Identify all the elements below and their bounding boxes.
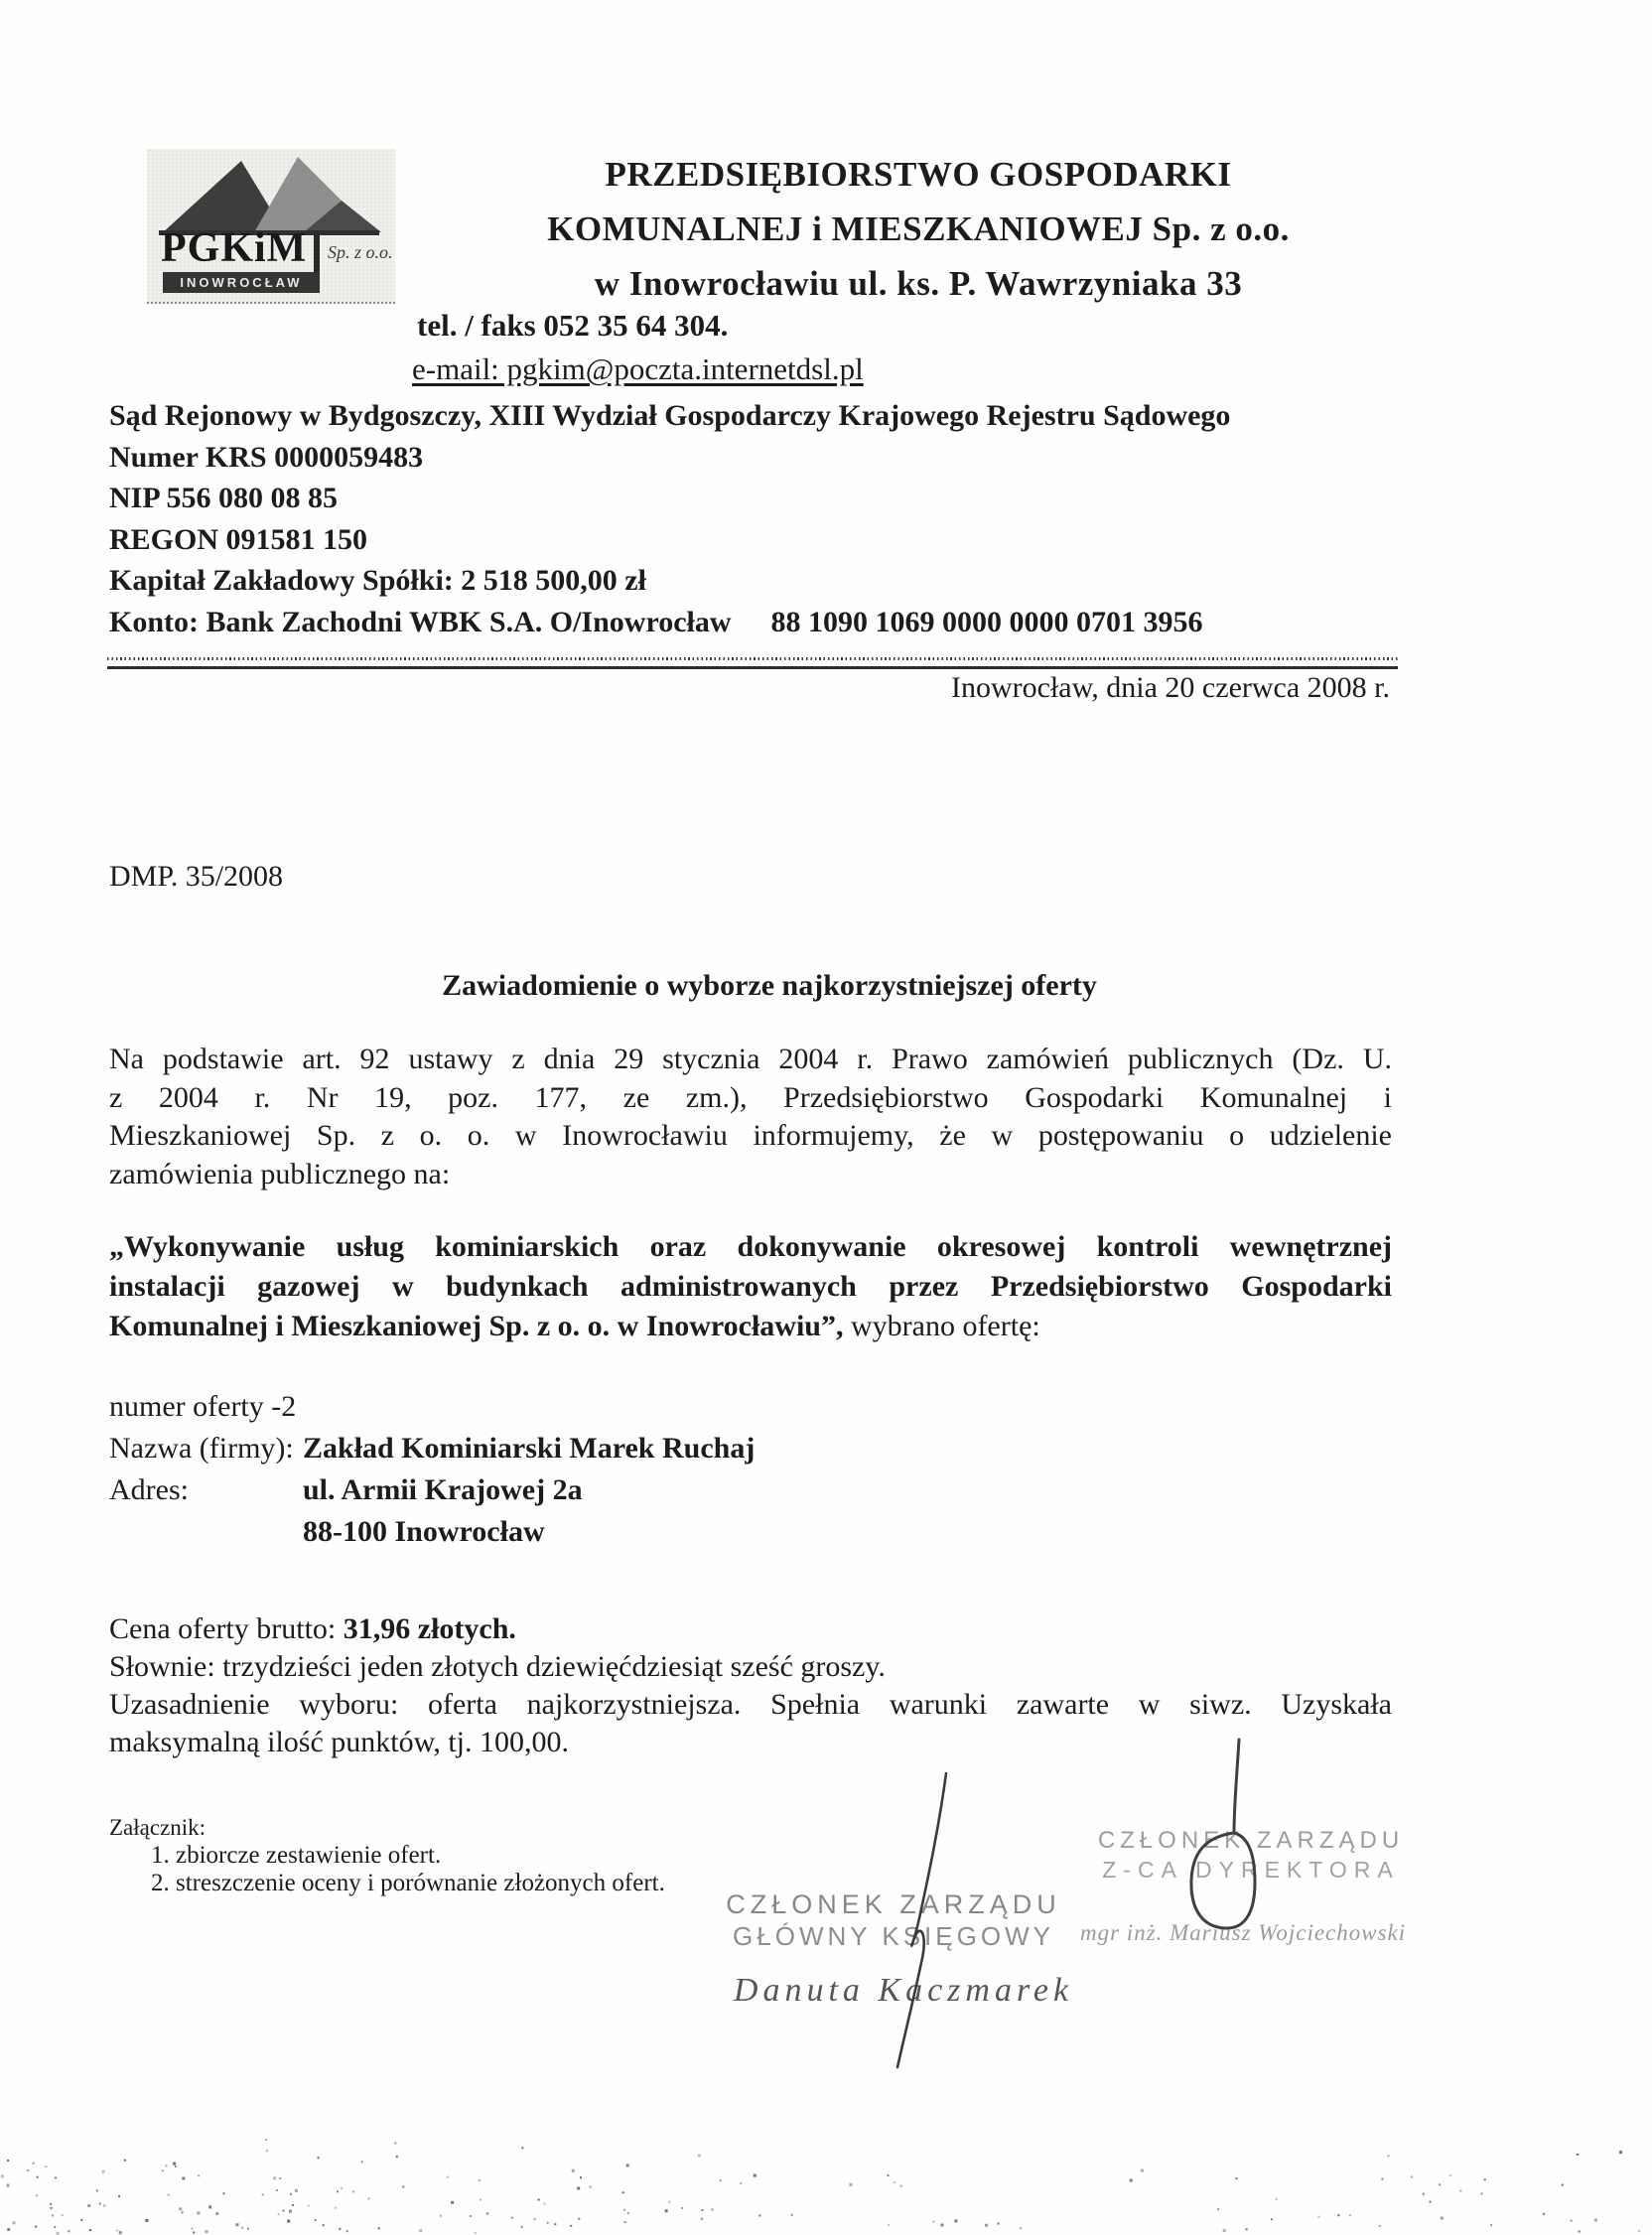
subject-bold-part: Komunalnej i Mieszkaniowej Sp. z o. o. w Inowrocławiu”,	[109, 1310, 844, 1342]
left-stamp-role-line2: GŁÓWNY KSIĘGOWY	[733, 1921, 1054, 1951]
bank-account-label: Konto: Bank Zachodni WBK S.A. O/Inowrocław	[109, 605, 732, 638]
contract-subject-paragraph	[109, 1227, 1392, 1346]
pen-stroke-left	[897, 1773, 946, 2067]
gross-price-label: Cena oferty brutto:	[109, 1612, 344, 1645]
right-stamp-role-line2: Z-CA DYREKTORA	[1102, 1857, 1400, 1883]
regon-line: REGON 091581 150	[109, 522, 368, 556]
left-signature-name: Danuta Kaczmarek	[733, 1972, 1074, 2009]
document-title: Zawiadomienie o wyborze najkorzystniejszej oferty	[442, 969, 1097, 1002]
price-in-words-line: Słownie: trzydzieści jeden złotych dziewięćdziesiąt sześć groszy.	[109, 1650, 886, 1683]
bank-account-number: 88 1090 1069 0000 0000 0701 3956	[770, 605, 1203, 638]
justification-line: Uzasadnienie wyboru: oferta najkorzystniejsza. Spełnia warunki zawarte w siwz. Uzyskała	[109, 1688, 1392, 1721]
capital-line: Kapitał Zakładowy Spółki: 2 518 500,00 zł	[109, 564, 646, 597]
nip-line: NIP 556 080 08 85	[109, 482, 339, 514]
justification-paragraph	[109, 1686, 1392, 1761]
bank-account-line	[109, 602, 1430, 643]
intro-line: z 2004 r. Nr 19, poz. 177, ze zm.), Przedsiębiorstwo Gospodarki Komunalnej i	[109, 1080, 1392, 1114]
logo-acronym: PGKiM	[161, 225, 308, 271]
intro-line: zamówienia publicznego na:	[109, 1157, 451, 1190]
offer-number-line: numer oferty -2	[109, 1390, 297, 1423]
offer-address-line1: ul. Armii Krajowej 2a	[303, 1473, 583, 1506]
gross-price-line	[109, 1612, 516, 1646]
krs-line: Numer KRS 0000059483	[109, 440, 424, 474]
intro-line: Na podstawie art. 92 ustawy z dnia 29 stycznia 2004 r. Prawo zamówień publicznych (Dz. U.	[109, 1043, 1392, 1075]
offer-name-value: Zakład Kominiarski Marek Ruchaj	[303, 1432, 756, 1465]
phone-line: tel. / faks 052 35 64 304.	[417, 308, 729, 343]
company-name-line2: KOMUNALNEJ i MIESZKANIOWEJ Sp. z o.o.	[547, 210, 1290, 248]
reference-number: DMP. 35/2008	[109, 860, 284, 893]
subject-line: „Wykonywanie usług kominiarskich oraz dokonywanie okresowej kontroli wewnętrznej	[109, 1230, 1392, 1263]
registration-block	[109, 395, 1430, 642]
logo-city-bar: INOWROCŁAW	[163, 272, 320, 293]
attachments-label: Załącznik:	[109, 1815, 206, 1840]
subject-line: instalacji gazowej w budynkach administrowanych przez Przedsiębiorstwo Gospodarki	[109, 1270, 1392, 1303]
offer-address-label: Adres:	[109, 1473, 189, 1506]
gross-price-value: 31,96 złotych.	[343, 1612, 516, 1645]
justification-line: maksymalną ilość punktów, tj. 100,00.	[109, 1726, 570, 1758]
attachment-item: 1. zbiorcze zestawienie ofert.	[151, 1842, 442, 1869]
scan-noise	[1, 2139, 1640, 2235]
letterhead	[447, 147, 1390, 311]
company-name-line1: PRZEDSIĘBIORSTWO GOSPODARKI	[605, 155, 1232, 194]
intro-paragraph	[109, 1041, 1392, 1193]
right-signature-name: mgr inż. Mariusz Wojciechowski	[1080, 1920, 1407, 1945]
intro-line: Mieszkaniowej Sp. z o. o. w Inowrocławiu informujemy, że w postępowaniu o udzielenie	[109, 1119, 1392, 1152]
offer-name-label: Nazwa (firmy):	[109, 1432, 294, 1465]
court-line: Sąd Rejonowy w Bydgoszczy, XIII Wydział Gospodarczy Krajowego Rejestru Sądowego	[109, 399, 1231, 432]
subject-line	[109, 1307, 1392, 1346]
subject-tail-part: wybrano ofertę:	[843, 1310, 1040, 1342]
place-date-line: Inowrocław, dnia 20 czerwca 2008 r.	[950, 671, 1390, 704]
logo-suffix: Sp. z o.o.	[328, 242, 393, 262]
offer-address-line2: 88-100 Inowrocław	[303, 1515, 545, 1548]
email-line: e-mail: pgkim@poczta.internetdsl.pl	[412, 351, 864, 386]
right-stamp-role-line1: CZŁONEK ZARZĄDU	[1097, 1827, 1405, 1854]
attachment-item: 2. streszczenie oceny i porównanie złożonych ofert.	[151, 1870, 665, 1896]
company-logo	[147, 149, 395, 304]
left-stamp-role-line1: CZŁONEK ZARZĄDU	[726, 1889, 1061, 1919]
logo-divider	[314, 230, 320, 274]
company-address-line: w Inowrocławiu ul. ks. P. Wawrzyniaka 33	[594, 264, 1243, 303]
dotted-separator	[107, 657, 1398, 669]
